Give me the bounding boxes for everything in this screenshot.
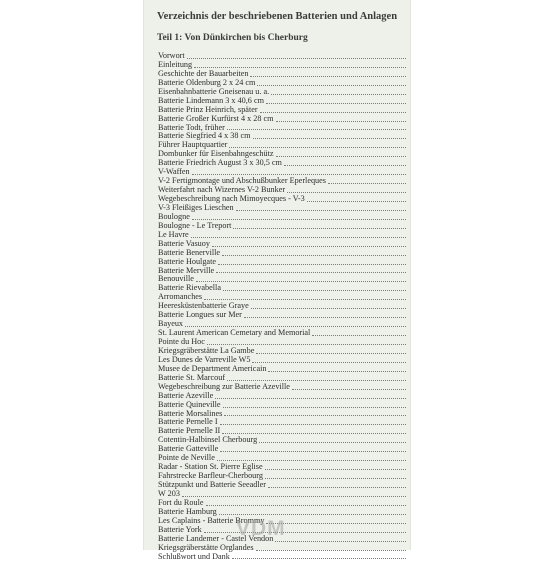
toc-entry-label: W 203	[158, 490, 180, 499]
dot-leader	[259, 436, 406, 443]
toc-entry	[158, 159, 408, 168]
toc-entry-label: Batterie Prinz Heinrich, später	[158, 106, 258, 115]
dot-leader	[268, 481, 406, 488]
toc-entry	[158, 267, 408, 276]
dot-leader	[266, 97, 406, 104]
dot-leader	[292, 383, 406, 390]
dot-leader	[265, 472, 406, 479]
toc-entry	[158, 553, 408, 561]
dot-leader	[218, 258, 406, 265]
toc-entry-label: Batterie Houlgate	[158, 258, 216, 267]
dot-leader	[212, 240, 406, 247]
dot-leader	[185, 320, 406, 327]
dot-leader	[204, 293, 406, 300]
toc-entry-label: Kriegsgräberstätte La Gambe	[158, 347, 254, 356]
dot-leader	[229, 141, 406, 148]
dot-leader	[223, 401, 406, 408]
toc-entry-label: Batterie Vasuoy	[158, 240, 210, 249]
toc-entry-label: Pointe de Neville	[158, 454, 215, 463]
dot-leader	[223, 284, 406, 291]
toc-entry-label: Fahrstrecke Barfleur-Cherbourg	[158, 472, 263, 481]
toc-entry-label: St. Laurent American Cemetary and Memorial	[158, 329, 310, 338]
dot-leader	[271, 88, 406, 95]
toc-entry-label: Batterie Azeville	[158, 392, 213, 401]
toc-entry-label: Musee de Department Americain	[158, 365, 266, 374]
toc-entry-label: Heeresküstenbatterie Graye	[158, 302, 249, 311]
toc-entry-label: Batterie Lindemann 3 x 40,6 cm	[158, 97, 264, 106]
dot-leader	[217, 454, 406, 461]
toc-entry-label: Batterie Hamburg	[158, 508, 217, 517]
dot-leader	[287, 186, 406, 193]
section-title: Teil 1: Von Dünkirchen bis Cherburg	[157, 33, 308, 43]
toc-entry-label: Batterie Siegfried 4 x 38 cm	[158, 132, 251, 141]
toc-entry-label: Arromanches	[158, 293, 202, 302]
dot-leader	[194, 61, 406, 68]
dot-leader	[220, 445, 406, 452]
dot-leader	[250, 70, 406, 77]
dot-leader	[204, 526, 406, 533]
book-page	[143, 0, 411, 550]
toc-entry-label: Radar - Station St. Pierre Eglise	[158, 463, 263, 472]
dot-leader	[222, 427, 406, 434]
toc-entry-label: Führer Hauptquartier	[158, 141, 227, 150]
dot-leader	[252, 356, 406, 363]
toc-entry-label: Cotentin-Halbinsel Cherbourg	[158, 436, 257, 445]
toc-entry-label: Bayeux	[158, 320, 183, 329]
toc-entry-label: Batterie Todt, früher	[158, 124, 225, 133]
dot-leader	[284, 159, 406, 166]
toc-entry-label: Batterie Friedrich August 3 x 30,5 cm	[158, 159, 282, 168]
toc-entry-label: Batterie Pernelle I	[158, 418, 218, 427]
toc-entry	[158, 222, 408, 231]
dot-leader	[222, 249, 406, 256]
dot-leader	[207, 338, 406, 345]
dot-leader	[182, 490, 406, 497]
toc-entry-label: Batterie Quineville	[158, 401, 221, 410]
dot-leader	[220, 418, 406, 425]
dot-leader	[233, 222, 406, 229]
dot-leader	[216, 266, 406, 273]
dot-leader	[328, 177, 406, 184]
toc-entry-label: Batterie Großer Kurfürst 4 x 28 cm	[158, 115, 274, 124]
dot-leader	[268, 365, 406, 372]
toc-entry-label: Weiterfahrt nach Wizernes V-2 Bunker	[158, 186, 285, 195]
toc-entry-label: Batterie Morsalines	[158, 410, 222, 419]
toc-entry-label: Wegebeschreibung nach Mimoyecques - V-3	[158, 195, 305, 204]
toc-entry-label: Batterie York	[158, 526, 202, 535]
toc-entry-label: Einleitung	[158, 61, 192, 70]
toc-entry-label: Fort du Roule	[158, 499, 204, 508]
toc-entry-label: Les Caplains - Batterie Brommy	[158, 517, 264, 526]
toc-entry-label: Batterie Longues sur Mer	[158, 311, 242, 320]
toc-entry-label: V-Waffen	[158, 168, 190, 177]
dot-leader	[244, 311, 406, 318]
toc-entry-label: Batterie Merville	[158, 267, 214, 276]
dot-leader	[307, 195, 406, 202]
toc-entry-label: V-3 Fleißiges Lieschen	[158, 204, 234, 213]
toc-entry-label: Stützpunkt und Batterie Seeadler	[158, 481, 266, 490]
toc-entry	[158, 481, 408, 490]
dot-leader	[257, 79, 406, 86]
dot-leader	[251, 302, 406, 309]
toc-entry-label: Les Dunes de Varreville W5	[158, 356, 250, 365]
toc-entry-label: Schlußwort und Dank	[158, 553, 230, 561]
table-of-contents	[158, 52, 408, 561]
dot-leader	[256, 544, 406, 551]
toc-entry-label: Batterie Landemer - Castel Vendon	[158, 535, 273, 544]
toc-entry-label: Pointe du Hoc	[158, 338, 205, 347]
toc-entry-label: Batterie Rievabella	[158, 284, 221, 293]
toc-entry-label: V-2 Fertigmontage und Abschußbunker Eperleques	[158, 177, 326, 186]
toc-entry-label: Kriegsgräberstätte Orglandes	[158, 544, 254, 553]
toc-entry-label: Batterie St. Marcouf	[158, 374, 225, 383]
dot-leader	[219, 508, 406, 515]
dot-leader	[312, 329, 406, 336]
toc-entry-label: Batterie Pernelle II	[158, 427, 220, 436]
toc-entry	[158, 311, 408, 320]
toc-entry-label: Eisenbahnbatterie Gneisenau u. a.	[158, 88, 269, 97]
dot-leader	[236, 204, 406, 211]
toc-entry	[158, 52, 408, 61]
dot-leader	[227, 374, 406, 381]
dot-leader	[187, 52, 406, 59]
toc-entry-label: Vorwort	[158, 52, 185, 61]
toc-entry-label: Boulogne	[158, 213, 190, 222]
dot-leader	[224, 409, 406, 416]
dot-leader	[260, 106, 406, 113]
toc-entry-label: Wegebeschreibung zur Batterie Azeville	[158, 383, 290, 392]
toc-entry-label: Benouville	[158, 275, 194, 284]
toc-entry-label: Le Havre	[158, 231, 189, 240]
dot-leader	[227, 123, 406, 130]
dot-leader	[192, 168, 406, 175]
dot-leader	[196, 275, 406, 282]
dot-leader	[265, 463, 406, 470]
vdm-watermark: VDM	[236, 517, 286, 541]
toc-entry	[158, 204, 408, 213]
dot-leader	[266, 517, 406, 524]
dot-leader	[191, 231, 406, 238]
toc-entry-label: Boulogne - Le Treport	[158, 222, 231, 231]
page-heading: Verzeichnis der beschriebenen Batterien und Anlagen	[157, 11, 407, 22]
dot-leader	[206, 499, 407, 506]
dot-leader	[253, 132, 406, 139]
toc-entry-label: Batterie Oldenburg 2 x 24 cm	[158, 79, 255, 88]
dot-leader	[276, 150, 406, 157]
dot-leader	[215, 392, 406, 399]
toc-entry-label: Geschichte der Bauarbeiten	[158, 70, 248, 79]
dot-leader	[192, 213, 406, 220]
dot-leader	[276, 115, 406, 122]
toc-entry-label: Batterie Benerville	[158, 249, 220, 258]
toc-entry-label: Dombunker für Eisenbahngeschütz	[158, 150, 274, 159]
dot-leader	[275, 535, 406, 542]
dot-leader	[232, 552, 406, 559]
toc-entry-label: Batterie Gatteville	[158, 445, 218, 454]
dot-leader	[256, 347, 406, 354]
